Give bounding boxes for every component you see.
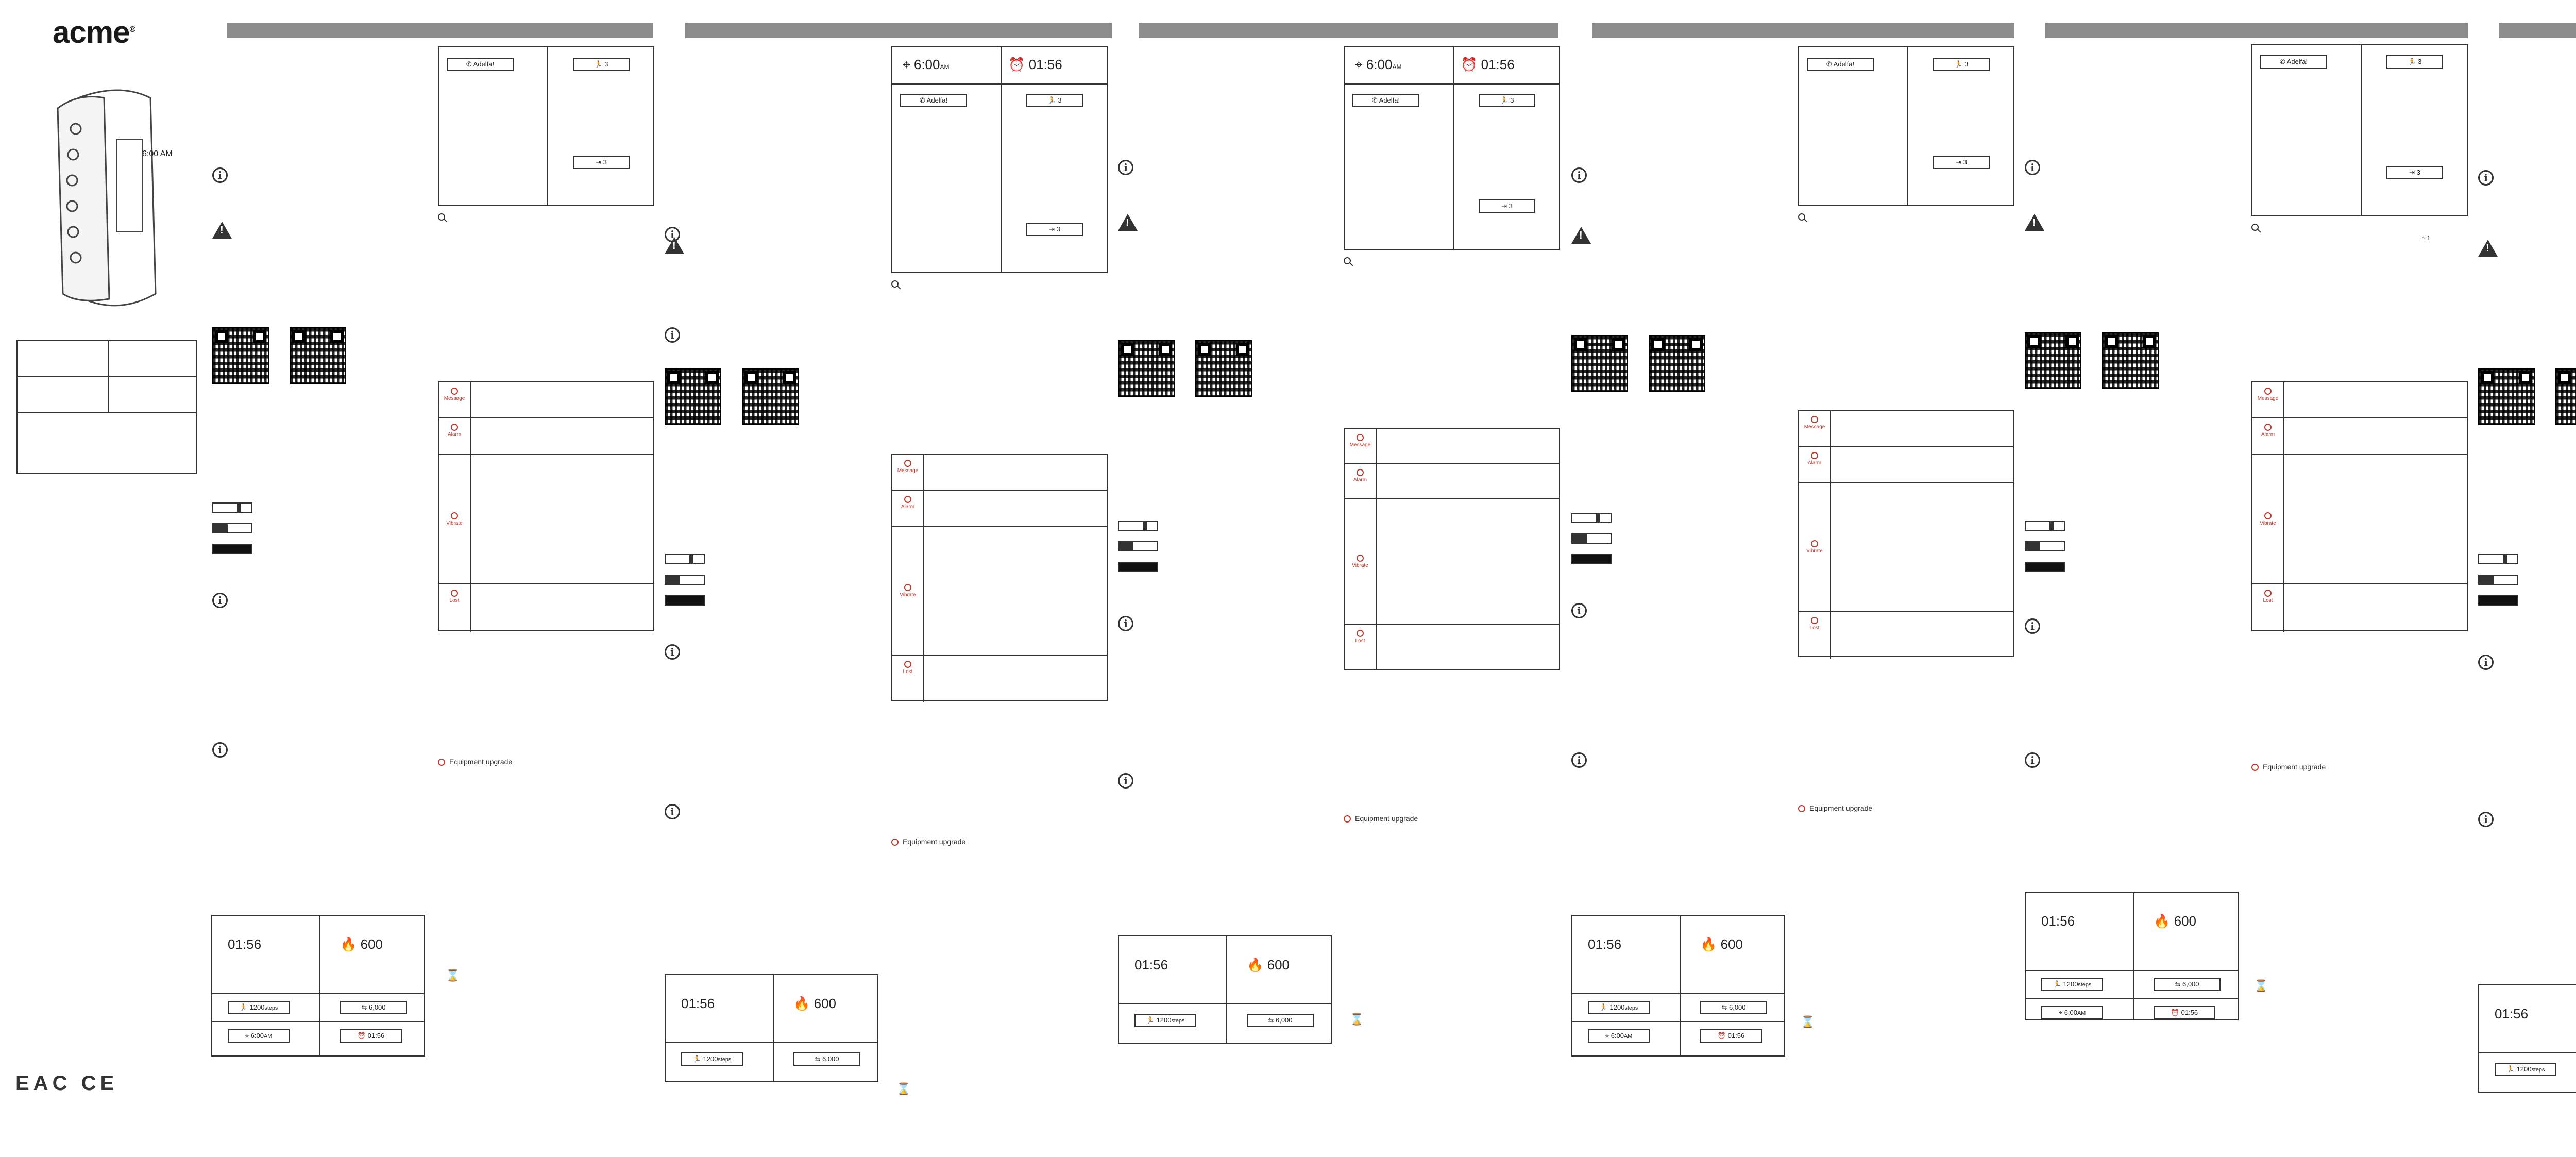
button-state-hold bbox=[1571, 533, 1612, 544]
button-state-long bbox=[1571, 554, 1612, 564]
qr-code-ios bbox=[2555, 368, 2576, 425]
summary-screens bbox=[2025, 892, 2239, 1020]
feature-label: Vibrate bbox=[2260, 521, 2276, 526]
button-state-short bbox=[1118, 521, 1158, 531]
qr-code-android bbox=[1571, 335, 1628, 392]
button-state-long bbox=[2478, 595, 2518, 606]
feature-label: Vibrate bbox=[1352, 563, 1368, 568]
feature-icon bbox=[1357, 630, 1364, 637]
sleep-screen: ⇥ 3 bbox=[1933, 156, 1990, 169]
step-count-screen: 🏃 1200steps bbox=[2495, 1063, 2556, 1076]
info-icon: i bbox=[1118, 616, 1133, 631]
feature-icon bbox=[904, 460, 911, 467]
feature-label: Lost bbox=[1809, 625, 1820, 631]
info-icon: i bbox=[665, 644, 680, 660]
qr-code-android bbox=[1118, 340, 1175, 397]
feature-icon-cell bbox=[1345, 464, 1377, 498]
info-icon: i bbox=[2478, 655, 2494, 670]
warning-icon bbox=[665, 237, 684, 254]
section-header-bar bbox=[2045, 23, 2468, 38]
feature-icon bbox=[904, 661, 911, 668]
feature-label: Lost bbox=[903, 669, 913, 675]
feature-icon-cell bbox=[892, 491, 924, 526]
timer-screen: ⏰ 01:56 bbox=[2154, 1006, 2215, 1019]
timer-screen: ⏰ 01:56 bbox=[340, 1029, 402, 1043]
feature-label: Alarm bbox=[1353, 477, 1367, 483]
button-state-long bbox=[212, 544, 252, 554]
feature-label: Alarm bbox=[2261, 432, 2275, 438]
feature-label: Vibrate bbox=[1806, 548, 1823, 554]
steps-screen: 🏃 3 bbox=[573, 58, 630, 71]
info-icon: i bbox=[1571, 752, 1587, 768]
qr-code-ios bbox=[290, 327, 346, 384]
timer-screen: ⏰ 01:56 bbox=[1008, 57, 1062, 72]
feature-label: Alarm bbox=[901, 504, 915, 510]
calories-screen: 🔥 600 bbox=[1700, 936, 1743, 952]
feature-icon-cell bbox=[1799, 483, 1831, 611]
fitness-band-illustration bbox=[47, 77, 171, 320]
info-icon: i bbox=[212, 167, 228, 183]
feature-label: Message bbox=[897, 468, 919, 474]
steps-screen: 🏃 3 bbox=[1026, 94, 1083, 107]
qr-code-ios bbox=[1649, 335, 1705, 392]
feature-icon-cell bbox=[2252, 584, 2284, 632]
feature-icon bbox=[1811, 617, 1818, 624]
feature-icon-cell bbox=[1799, 612, 1831, 659]
sleep-screen: ⇥ 3 bbox=[573, 156, 630, 169]
button-state-short bbox=[665, 554, 705, 564]
feature-row bbox=[2252, 382, 2467, 418]
qr-code-android bbox=[212, 327, 269, 384]
recycle-bin-icon: ⌛ bbox=[896, 1082, 911, 1095]
feature-row bbox=[1345, 499, 1559, 625]
info-icon: i bbox=[1571, 167, 1587, 183]
display-screens bbox=[891, 46, 1108, 273]
warning-icon bbox=[1571, 227, 1591, 244]
magnifier-icon bbox=[438, 213, 445, 221]
button-state-hold bbox=[2478, 575, 2518, 585]
equipment-upgrade-caption: Equipment upgrade bbox=[2251, 763, 2326, 771]
feature-table bbox=[1344, 428, 1560, 670]
distance-screen: ⇆ 6,000 bbox=[340, 1001, 407, 1014]
info-icon: i bbox=[665, 327, 680, 343]
feature-row bbox=[2252, 584, 2467, 632]
equipment-upgrade-caption: Equipment upgrade bbox=[1344, 814, 1418, 823]
button-state-short bbox=[212, 502, 252, 513]
feature-label: Lost bbox=[2263, 598, 2273, 603]
incoming-call-screen: ✆ Adelfa! bbox=[900, 94, 967, 107]
feature-table bbox=[1798, 410, 2014, 657]
feature-icon bbox=[2264, 512, 2272, 519]
feature-icon-cell bbox=[2252, 382, 2284, 417]
feature-icon bbox=[1357, 555, 1364, 562]
alarm-screen: ⌖ 6:00AM bbox=[228, 1029, 290, 1043]
feature-label: Lost bbox=[1355, 638, 1365, 644]
equipment-upgrade-caption: Equipment upgrade bbox=[891, 837, 965, 846]
step-count-screen: 🏃 1200steps bbox=[228, 1001, 290, 1014]
equipment-upgrade-caption: Equipment upgrade bbox=[438, 758, 512, 766]
timer-screen: 01:56 bbox=[1588, 936, 1622, 952]
info-icon: i bbox=[1118, 773, 1133, 789]
info-icon: i bbox=[665, 227, 680, 242]
timer-screen: 01:56 bbox=[228, 936, 262, 952]
feature-label: Alarm bbox=[447, 432, 462, 438]
feature-label: Lost bbox=[449, 598, 460, 603]
feature-row bbox=[439, 584, 653, 632]
button-state-hold bbox=[1118, 541, 1158, 551]
summary-screens bbox=[1571, 915, 1785, 1057]
timer-screen: 01:56 bbox=[2495, 1006, 2529, 1021]
section-header-bar bbox=[1139, 23, 1558, 38]
feature-row bbox=[2252, 455, 2467, 584]
recycle-bin-icon: ⌛ bbox=[446, 969, 460, 982]
step-count-screen: 🏃 1200steps bbox=[2041, 978, 2103, 991]
timer-screen: 01:56 bbox=[2041, 913, 2075, 929]
incoming-call-screen: ✆ Adelfa! bbox=[447, 58, 514, 71]
magnifier-icon bbox=[1344, 257, 1351, 264]
feature-row bbox=[892, 527, 1107, 656]
steps-screen: 🏃 3 bbox=[2386, 55, 2443, 69]
calories-screen: 🔥 600 bbox=[1247, 957, 1290, 972]
feature-label: Alarm bbox=[1807, 460, 1822, 466]
incoming-call-screen: ✆ Adelfa! bbox=[1352, 94, 1419, 107]
feature-row bbox=[1345, 625, 1559, 670]
feature-icon-cell bbox=[1799, 411, 1831, 446]
calories-screen: 🔥 600 bbox=[340, 936, 383, 952]
magnifier-icon bbox=[2251, 224, 2259, 231]
info-icon: i bbox=[212, 742, 228, 758]
info-icon: i bbox=[2025, 618, 2040, 634]
misc-mark: ⌂ 1 bbox=[2421, 234, 2431, 242]
summary-screens bbox=[1118, 935, 1332, 1044]
feature-icon-cell bbox=[439, 584, 471, 632]
alarm-screen: ⌖ 6:00AM bbox=[903, 57, 950, 72]
timer-screen: 01:56 bbox=[1134, 957, 1168, 972]
feature-row bbox=[1799, 447, 2013, 483]
steps-screen: 🏃 3 bbox=[1479, 94, 1535, 107]
info-icon: i bbox=[1118, 160, 1133, 175]
equipment-upgrade-caption: Equipment upgrade bbox=[1798, 804, 1872, 812]
feature-icon-cell bbox=[439, 382, 471, 417]
button-state-hold bbox=[212, 523, 252, 533]
warning-icon bbox=[2478, 240, 2498, 257]
qr-code-ios bbox=[1195, 340, 1252, 397]
certification-marks: EAC CE bbox=[15, 1072, 118, 1095]
feature-label: Message bbox=[1349, 442, 1371, 448]
display-screens bbox=[438, 46, 654, 206]
alarm-screen: ⌖ 6:00AM bbox=[2041, 1006, 2103, 1019]
feature-icon bbox=[1811, 452, 1818, 459]
warning-icon bbox=[212, 222, 232, 239]
incoming-call-screen: ✆ Adelfa! bbox=[2260, 55, 2327, 69]
feature-row bbox=[1345, 429, 1559, 464]
recycle-bin-icon: ⌛ bbox=[1801, 1015, 1815, 1028]
button-state-short bbox=[2478, 554, 2518, 564]
magnifier-icon bbox=[891, 280, 899, 288]
step-count-screen: 🏃 1200steps bbox=[681, 1052, 743, 1066]
feature-label: Vibrate bbox=[900, 592, 916, 598]
distance-screen: ⇆ 6,000 bbox=[2154, 978, 2221, 991]
feature-icon bbox=[2264, 424, 2272, 431]
feature-row bbox=[439, 382, 653, 418]
section-header-bar bbox=[2499, 23, 2576, 38]
summary-screens bbox=[2478, 984, 2576, 1093]
qr-code-android bbox=[665, 368, 721, 425]
feature-icon-cell bbox=[892, 656, 924, 702]
feature-row bbox=[439, 455, 653, 584]
feature-icon-cell bbox=[892, 527, 924, 655]
incoming-call-screen: ✆ Adelfa! bbox=[1807, 58, 1874, 71]
feature-icon-cell bbox=[1345, 499, 1377, 624]
feature-row bbox=[1345, 464, 1559, 499]
magnifier-icon bbox=[1798, 213, 1805, 221]
sleep-screen: ⇥ 3 bbox=[1026, 223, 1083, 236]
section-header-bar bbox=[227, 23, 653, 38]
feature-row bbox=[439, 418, 653, 455]
feature-icon bbox=[904, 496, 911, 503]
button-state-long bbox=[665, 595, 705, 606]
sleep-screen: ⇥ 3 bbox=[1479, 199, 1535, 213]
feature-icon-cell bbox=[2252, 418, 2284, 454]
feature-icon bbox=[451, 512, 458, 519]
button-state-hold bbox=[2025, 541, 2065, 551]
timer-screen: ⏰ 01:56 bbox=[1700, 1029, 1762, 1043]
feature-table bbox=[891, 454, 1108, 701]
feature-icon bbox=[451, 388, 458, 395]
feature-icon bbox=[451, 590, 458, 597]
feature-row bbox=[892, 491, 1107, 527]
feature-row bbox=[1799, 483, 2013, 612]
device-time: 6:00 AM bbox=[142, 149, 173, 158]
section-header-bar bbox=[1592, 23, 2014, 38]
alarm-screen: ⌖ 6:00AM bbox=[1355, 57, 1402, 72]
button-state-hold bbox=[665, 575, 705, 585]
feature-icon bbox=[904, 584, 911, 591]
feature-label: Message bbox=[1804, 424, 1825, 430]
step-count-screen: 🏃 1200steps bbox=[1588, 1001, 1650, 1014]
feature-icon bbox=[2264, 388, 2272, 395]
step-count-screen: 🏃 1200steps bbox=[1134, 1014, 1196, 1027]
feature-row bbox=[2252, 418, 2467, 455]
info-icon: i bbox=[2025, 160, 2040, 175]
feature-icon bbox=[1811, 540, 1818, 547]
warning-icon bbox=[2025, 214, 2044, 231]
feature-icon bbox=[451, 424, 458, 431]
feature-icon-cell bbox=[1799, 447, 1831, 482]
steps-screen: 🏃 3 bbox=[1933, 58, 1990, 71]
feature-icon-cell bbox=[2252, 455, 2284, 583]
display-screens bbox=[1344, 46, 1560, 250]
feature-icon bbox=[1811, 416, 1818, 423]
feature-icon-cell bbox=[439, 418, 471, 454]
summary-screens bbox=[665, 974, 878, 1082]
section-header-bar bbox=[685, 23, 1112, 38]
info-icon: i bbox=[1571, 603, 1587, 618]
timer-screen: ⏰ 01:56 bbox=[1461, 57, 1515, 72]
display-screens bbox=[2251, 44, 2468, 216]
feature-icon bbox=[1357, 469, 1364, 476]
recycle-bin-icon: ⌛ bbox=[1350, 1013, 1364, 1026]
summary-screens bbox=[211, 915, 425, 1057]
info-icon: i bbox=[665, 804, 680, 819]
info-icon: i bbox=[212, 593, 228, 608]
qr-code-android bbox=[2025, 332, 2081, 389]
info-icon: i bbox=[2478, 812, 2494, 827]
feature-row bbox=[892, 455, 1107, 491]
button-state-long bbox=[1118, 562, 1158, 572]
warning-icon bbox=[1118, 214, 1138, 231]
distance-screen: ⇆ 6,000 bbox=[1700, 1001, 1767, 1014]
qr-code-ios bbox=[742, 368, 799, 425]
feature-icon-cell bbox=[1345, 429, 1377, 463]
feature-label: Message bbox=[2257, 396, 2279, 401]
info-icon: i bbox=[2025, 752, 2040, 768]
feature-icon-cell bbox=[1345, 625, 1377, 670]
sleep-screen: ⇥ 3 bbox=[2386, 166, 2443, 179]
recycle-bin-icon: ⌛ bbox=[2254, 979, 2268, 992]
feature-icon bbox=[2264, 590, 2272, 597]
feature-icon bbox=[1357, 434, 1364, 441]
qr-code-android bbox=[2478, 368, 2535, 425]
timer-screen: 01:56 bbox=[681, 996, 715, 1011]
display-screens bbox=[1798, 46, 2014, 206]
feature-label: Message bbox=[444, 396, 465, 401]
feature-row bbox=[1799, 411, 2013, 447]
feature-table bbox=[438, 381, 654, 631]
feature-row bbox=[892, 656, 1107, 702]
feature-icon-cell bbox=[892, 455, 924, 490]
front-table bbox=[16, 340, 197, 474]
brand-logo: acme® bbox=[53, 15, 135, 49]
button-state-short bbox=[2025, 521, 2065, 531]
alarm-screen: ⌖ 6:00AM bbox=[1588, 1029, 1650, 1043]
feature-row bbox=[1799, 612, 2013, 659]
feature-table bbox=[2251, 381, 2468, 631]
qr-code-ios bbox=[2102, 332, 2159, 389]
calories-screen: 🔥 600 bbox=[2154, 913, 2196, 929]
button-state-long bbox=[2025, 562, 2065, 572]
feature-label: Vibrate bbox=[446, 521, 463, 526]
distance-screen: ⇆ 6,000 bbox=[1247, 1014, 1314, 1027]
button-state-short bbox=[1571, 513, 1612, 523]
distance-screen: ⇆ 6,000 bbox=[793, 1052, 860, 1066]
feature-icon-cell bbox=[439, 455, 471, 583]
calories-screen: 🔥 600 bbox=[793, 996, 836, 1011]
info-icon: i bbox=[2478, 170, 2494, 186]
